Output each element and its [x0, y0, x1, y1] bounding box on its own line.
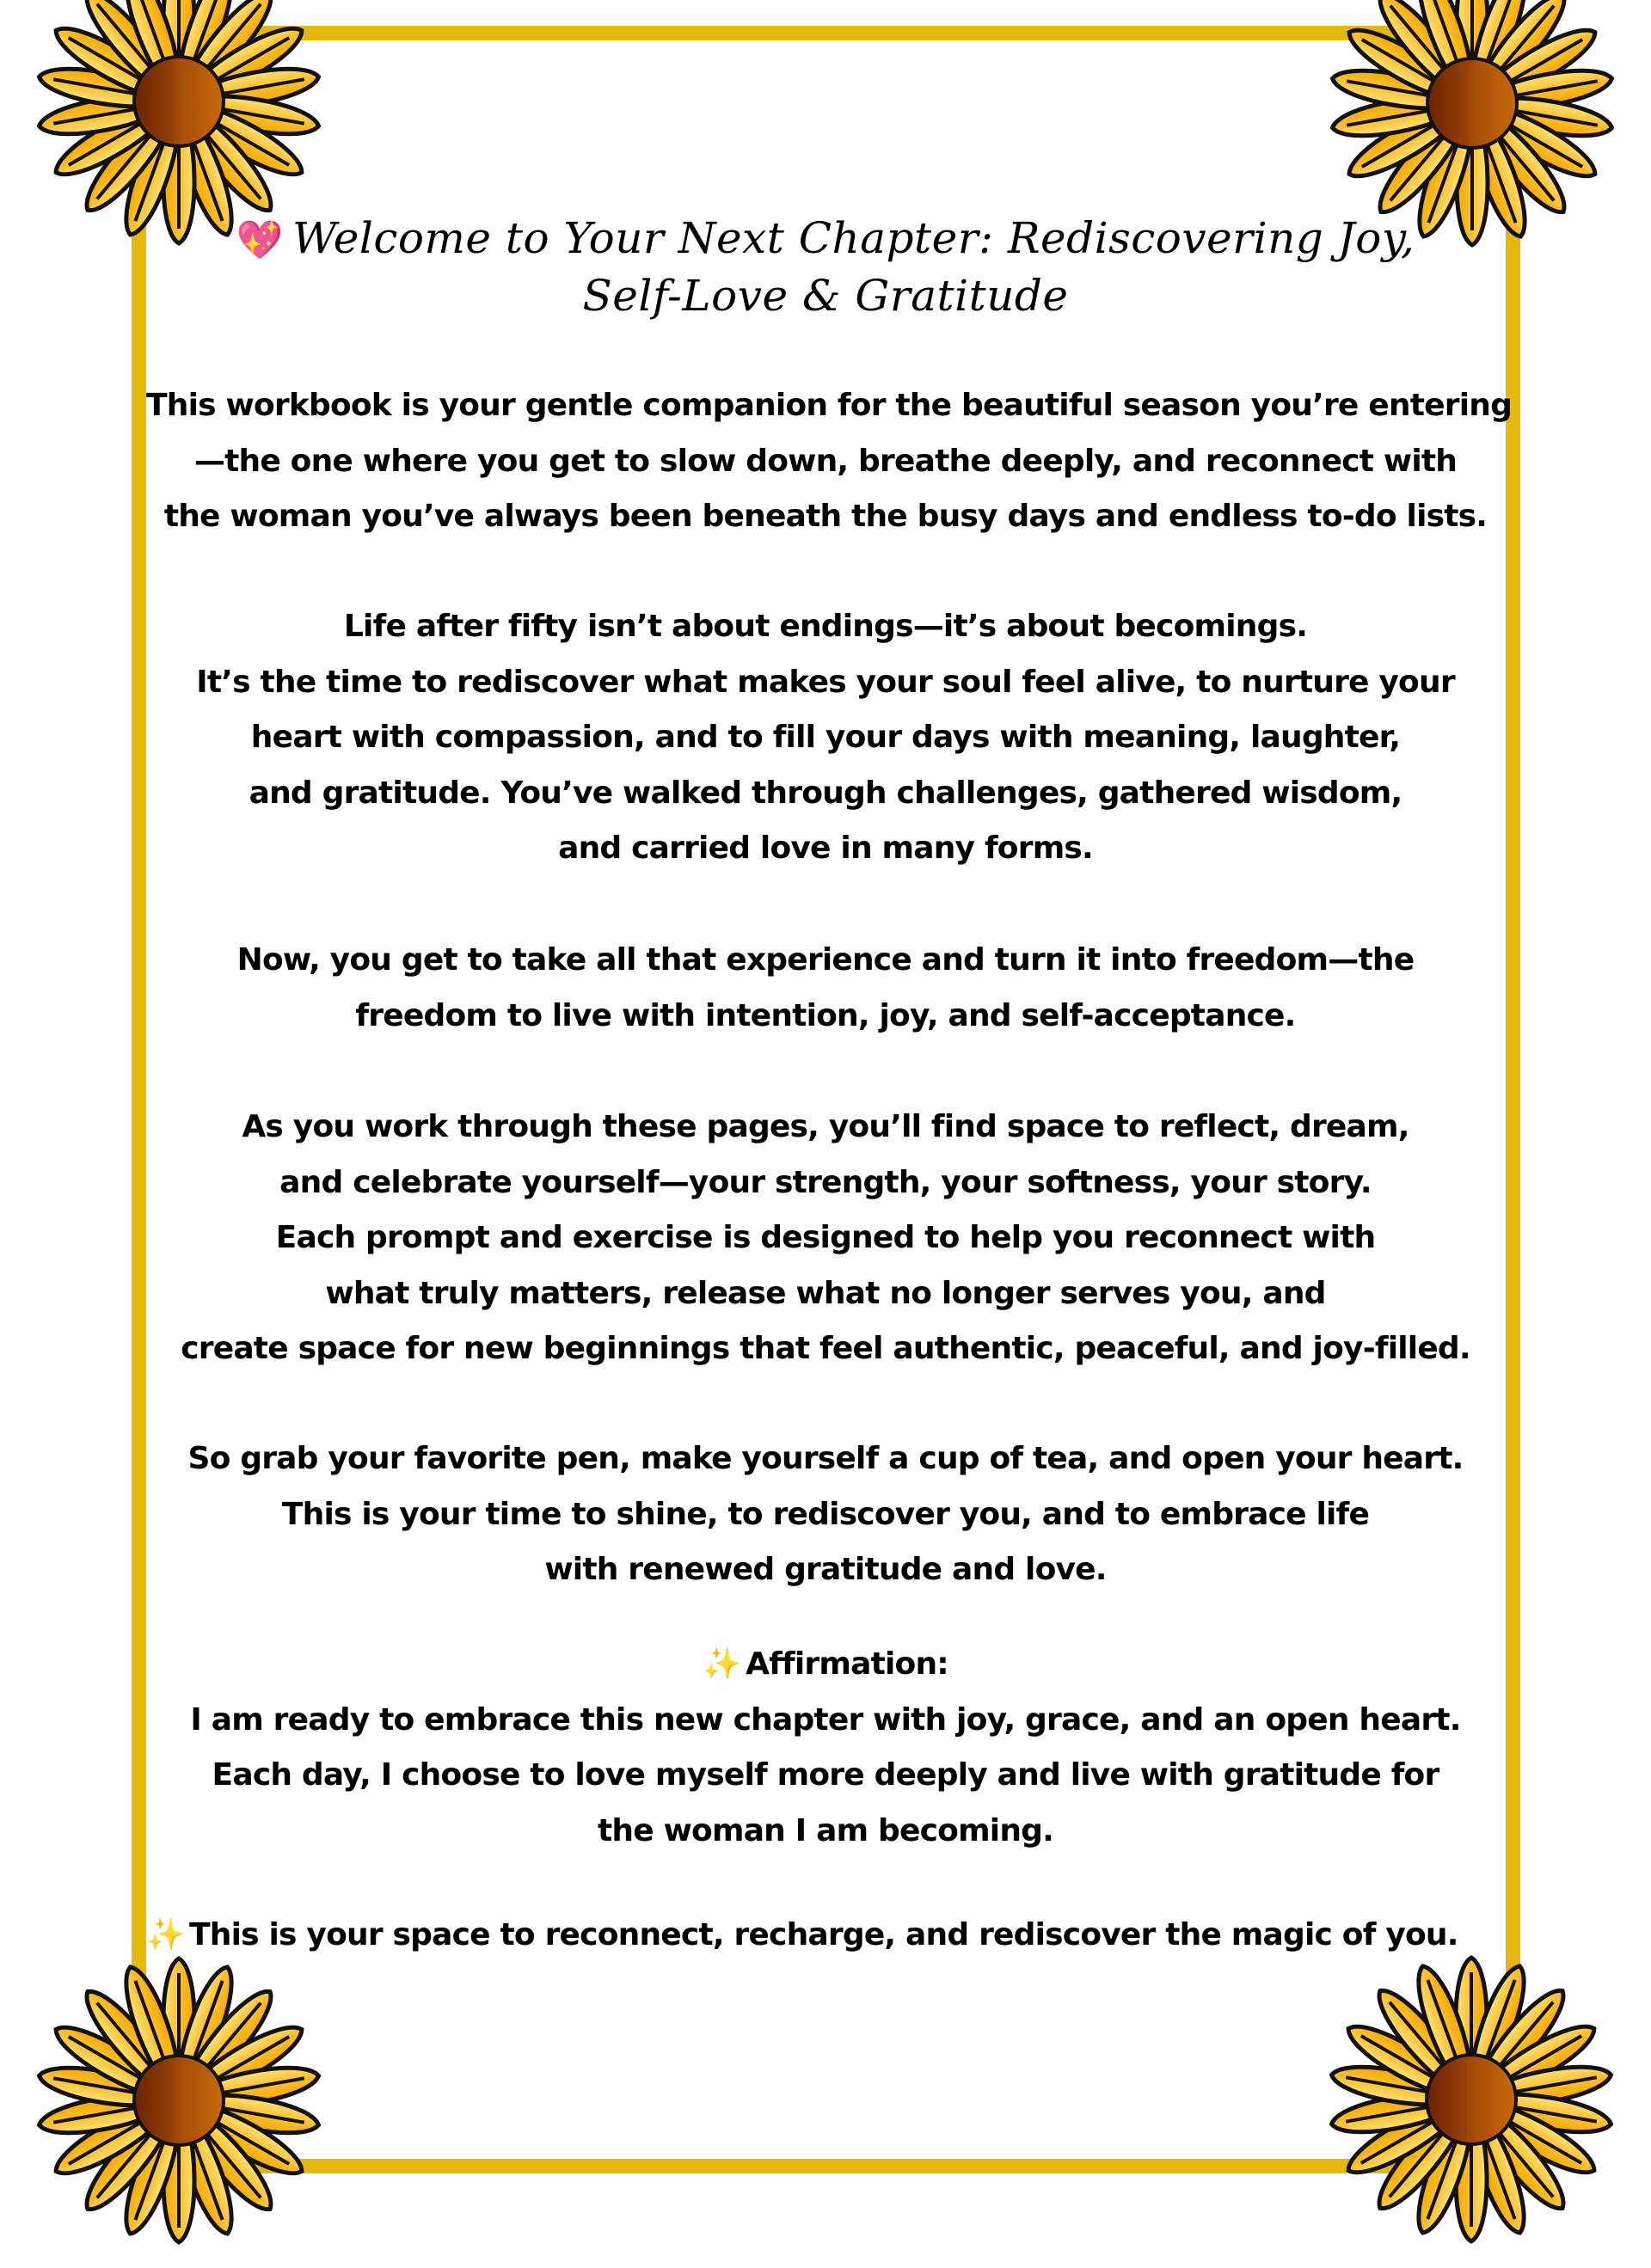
affirmation-line: Each day, I choose to love myself more deeply and live with gratitude for	[212, 1757, 1439, 1793]
paragraph-line: heart with compassion, and to fill your days with meaning, laughter,	[250, 720, 1401, 755]
life-after-fifty-paragraph	[146, 599, 1505, 877]
paragraph-line: create space for new beginnings that feel authentic, peaceful, and joy-filled.	[181, 1331, 1470, 1366]
affirmation-heading	[146, 1637, 1505, 1693]
workbook-pages-paragraph	[146, 1100, 1505, 1377]
closing-text: This is your space to reconnect, recharge, and rediscover the magic of you.	[189, 1917, 1458, 1952]
paragraph-line: with renewed gratitude and love.	[544, 1552, 1107, 1587]
affirmation-line: the woman I am becoming.	[598, 1812, 1053, 1848]
sparkles-icon: ✨	[146, 1917, 185, 1952]
sunflower-bottom-left-icon	[11, 1933, 347, 2268]
freedom-paragraph	[146, 933, 1505, 1044]
paragraph-line: So grab your favorite pen, make yourself a cup of tea, and open your heart.	[187, 1441, 1464, 1476]
paragraph-line: and celebrate yourself—your strength, your softness, your story.	[279, 1164, 1372, 1200]
paragraph-line: what truly matters, release what no longer serves you, and	[325, 1275, 1326, 1311]
closing-line-text-wrap	[146, 1908, 1458, 1964]
paragraph-line: As you work through these pages, you’ll find space to reflect, dream,	[242, 1109, 1409, 1144]
paragraph-line: This is your time to shine, to rediscover you, and to embrace life	[281, 1496, 1370, 1532]
paragraph-line: the woman you’ve always been beneath the busy days and endless to-do lists.	[163, 499, 1488, 534]
paragraph-line: Each prompt and exercise is designed to help you reconnect with	[275, 1220, 1376, 1255]
page-title	[215, 211, 1436, 323]
paragraph-line: This workbook is your gentle companion for the beautiful season you’re entering	[146, 388, 1513, 423]
affirmation-section	[146, 1637, 1505, 1859]
intro-paragraph	[146, 378, 1513, 545]
title-line-2: Self-Love & Gratitude	[582, 271, 1069, 321]
sparkling-heart-icon: 💖	[236, 218, 284, 262]
closing-line	[146, 1908, 1458, 1964]
sparkles-icon: ✨	[703, 1646, 741, 1682]
paragraph-line: Now, you get to take all that experience and turn it into freedom—the	[236, 942, 1415, 978]
paragraph-line: It’s the time to rediscover what makes your soul feel alive, to nurture your	[196, 664, 1455, 700]
paragraph-line: freedom to live with intention, joy, and self-acceptance.	[355, 997, 1296, 1033]
sunflower-bottom-right-icon	[1304, 1932, 1639, 2267]
paragraph-line: —the one where you get to slow down, breathe deeply, and reconnect with	[193, 443, 1458, 479]
paragraph-line: Life after fifty isn’t about endings—it’s about becomings.	[343, 609, 1308, 644]
paragraph-line: and carried love in many forms.	[558, 831, 1093, 866]
paragraph-line: and gratitude. You’ve walked through challenges, gathered wisdom,	[249, 775, 1402, 811]
affirmation-heading-label: Affirmation:	[746, 1646, 948, 1682]
title-line-1: Welcome to Your Next Chapter: Rediscovering Joy,	[292, 213, 1415, 263]
invitation-paragraph	[146, 1431, 1505, 1598]
affirmation-line: I am ready to embrace this new chapter with joy, grace, and an open heart.	[190, 1701, 1461, 1738]
